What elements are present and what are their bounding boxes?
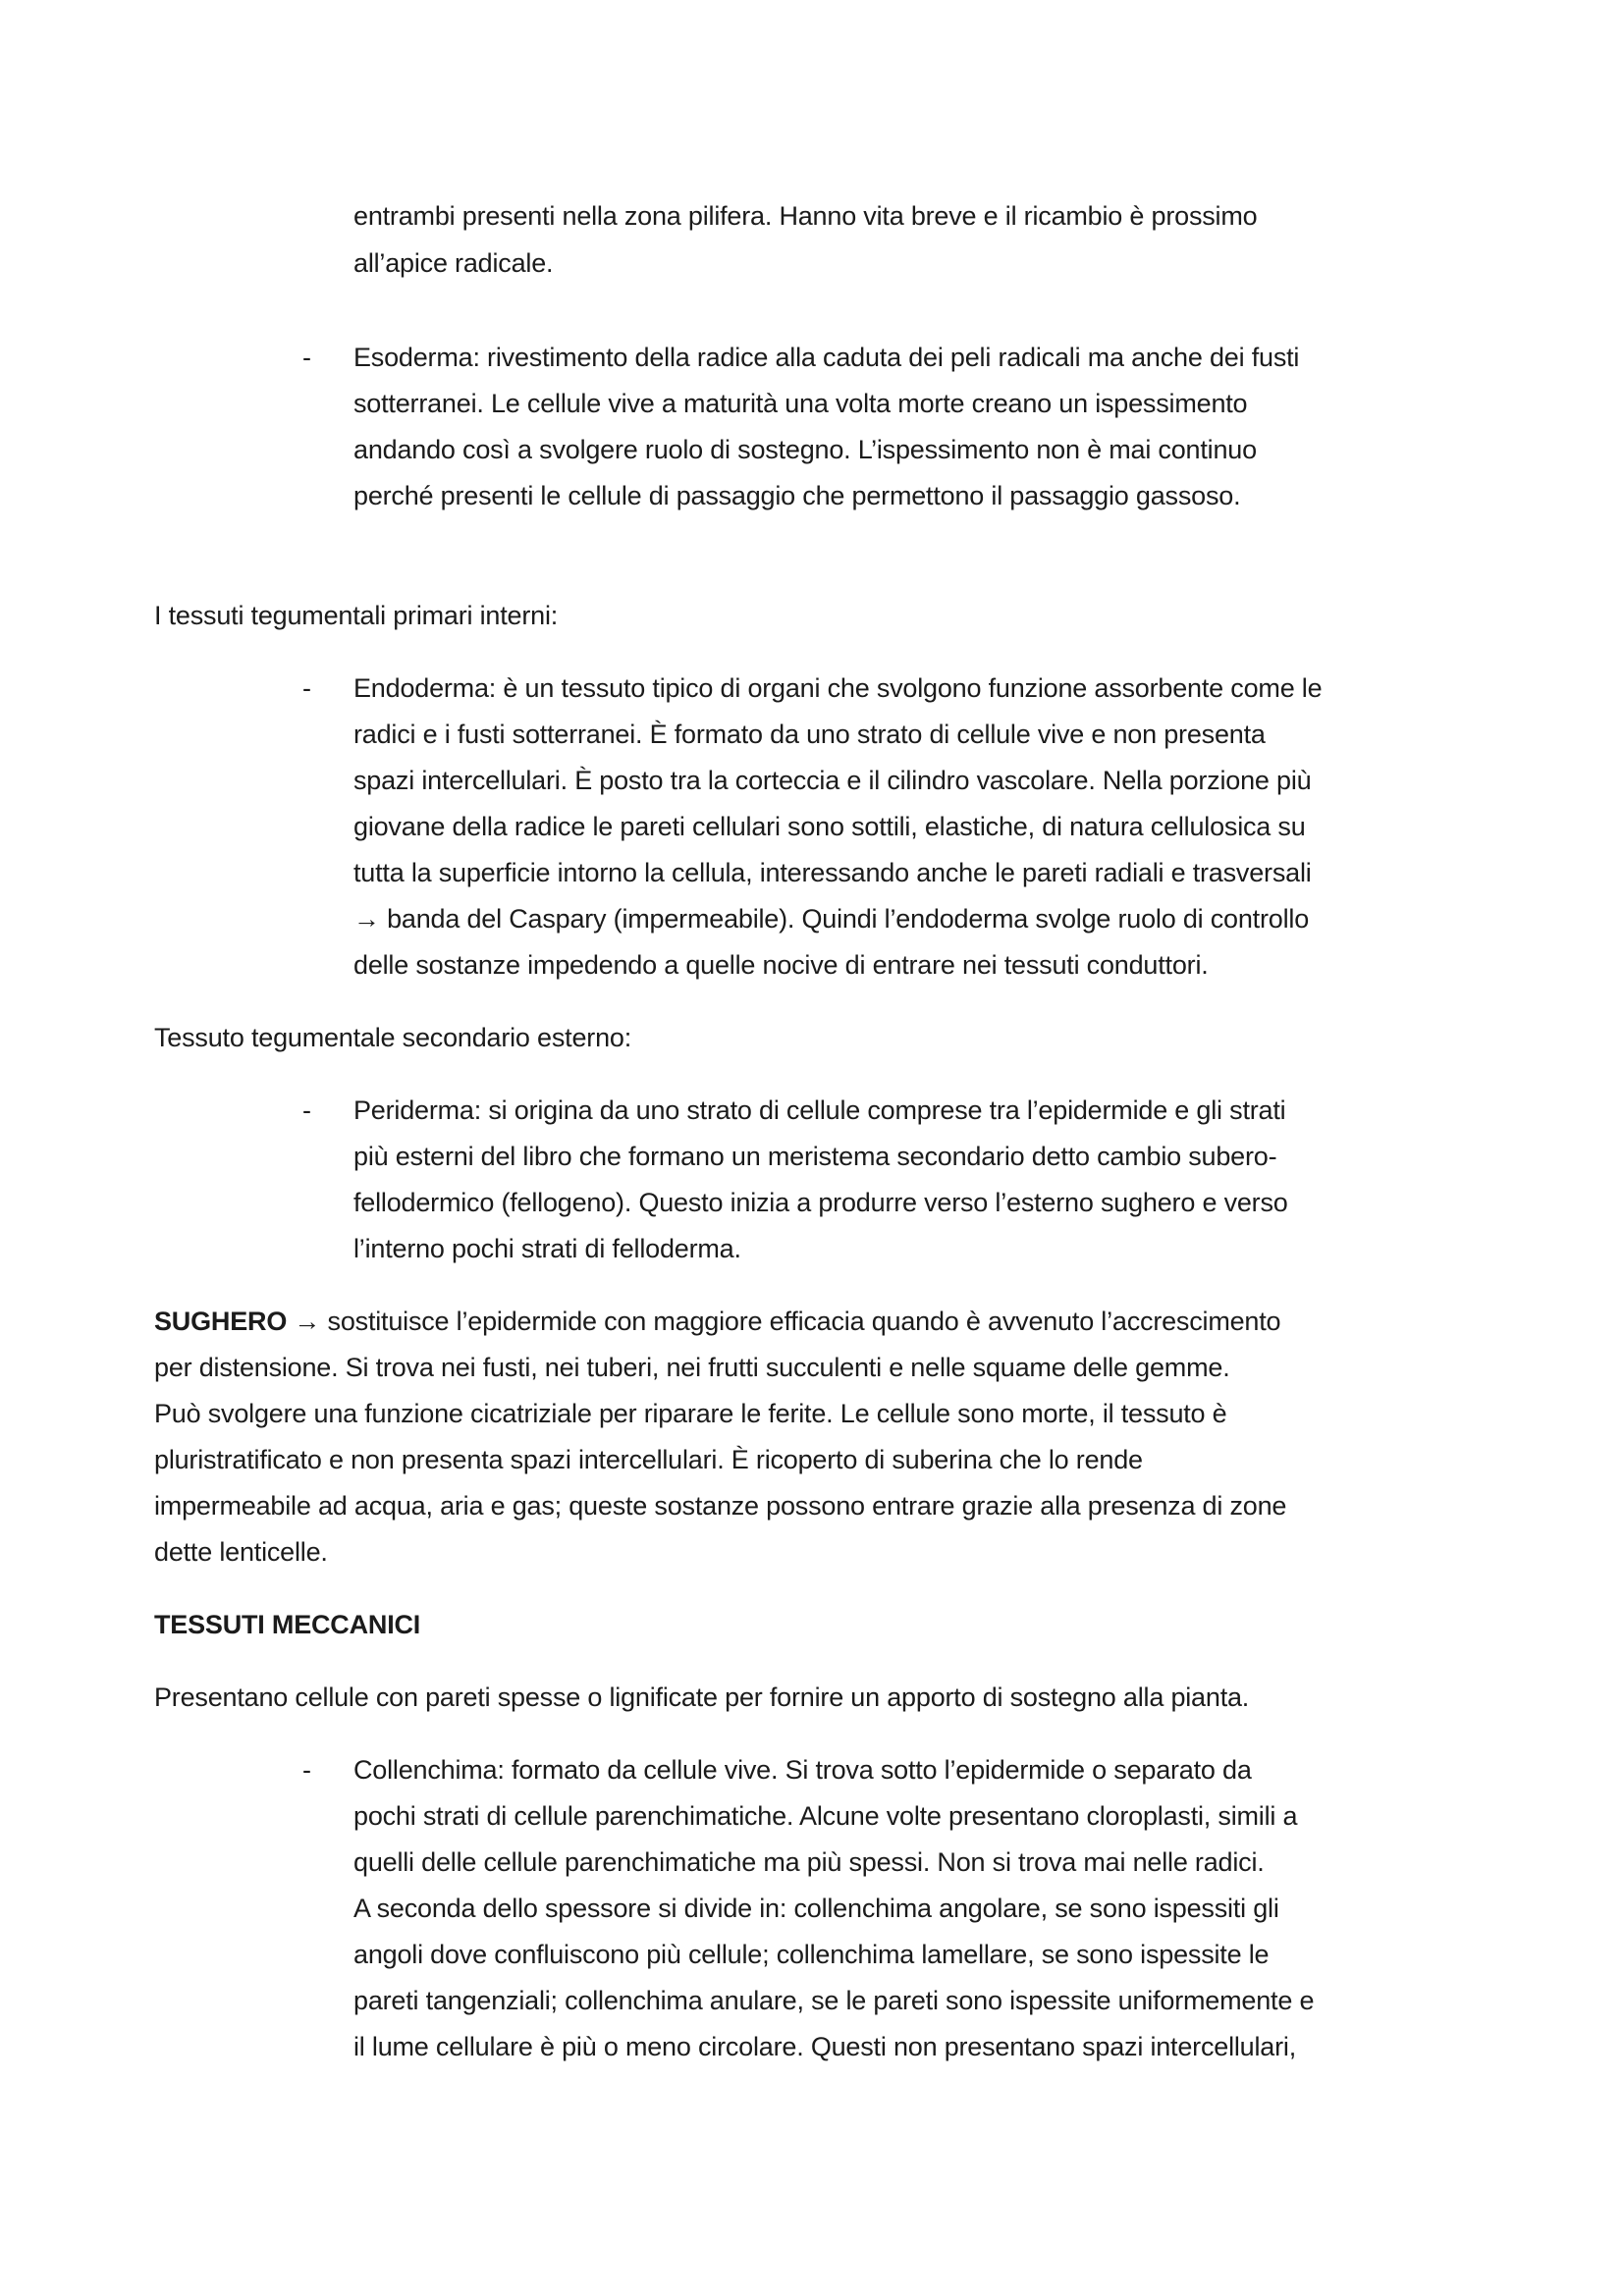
paragraph-line: per distensione. Si trova nei fusti, nei tuberi, nei frutti succulenti e nelle squame delle gemme.: [154, 1353, 1230, 1382]
list-item-line: perché presenti le cellule di passaggio che permettono il passaggio gassoso.: [353, 481, 1241, 510]
list-item-line: Esoderma: rivestimento della radice alla caduta dei peli radicali ma anche dei fusti: [353, 343, 1300, 372]
list-item-line: spazi intercellulari. È posto tra la corteccia e il cilindro vascolare. Nella porzione più: [353, 766, 1312, 795]
sughero-definition: → sostituisce l’epidermide con maggiore efficacia quando è avvenuto l’accrescimento: [287, 1307, 1281, 1336]
section-heading: TESSUTI MECCANICI: [154, 1610, 421, 1639]
list-item-line: pareti tangenziali; collenchima anulare, se le pareti sono ispessite uniformemente e: [353, 1986, 1315, 2015]
list-bullet: -: [302, 1755, 311, 1785]
list-item-line: Endoderma: è un tessuto tipico di organi che svolgono funzione assorbente come le: [353, 673, 1323, 703]
paragraph-line: impermeabile ad acqua, aria e gas; queste sostanze possono entrare grazie alla presenza di zone: [154, 1491, 1287, 1521]
list-item-line: angoli dove confluiscono più cellule; collenchima lamellare, se sono ispessite le: [353, 1940, 1270, 1969]
list-item-line: sotterranei. Le cellule vive a maturità una volta morte creano un ispessimento: [353, 389, 1248, 418]
list-item-line: andando così a svolgere ruolo di sostegno. L’ispessimento non è mai continuo: [353, 435, 1257, 464]
list-bullet: -: [302, 1095, 311, 1125]
list-item-line: giovane della radice le pareti cellulari sono sottili, elastiche, di natura cellulosica su: [353, 812, 1306, 841]
list-item-line: tutta la superficie intorno la cellula, interessando anche le pareti radiali e trasversali: [353, 858, 1312, 887]
list-item-line: il lume cellulare è più o meno circolare. Questi non presentano spazi intercellulari,: [353, 2032, 1296, 2061]
list-item-line: quelli delle cellule parenchimatiche ma più spessi. Non si trova mai nelle radici.: [353, 1847, 1265, 1877]
paragraph-line: Presentano cellule con pareti spesse o lignificate per fornire un apporto di sostegno alla pianta.: [154, 1682, 1250, 1712]
section-heading: Tessuto tegumentale secondario esterno:: [154, 1023, 632, 1052]
list-item-line: Collenchima: formato da cellule vive. Si trova sotto l’epidermide o separato da: [353, 1755, 1252, 1785]
list-item-line: pochi strati di cellule parenchimatiche. Alcune volte presentano cloroplasti, simili a: [353, 1801, 1298, 1831]
paragraph-line: dette lenticelle.: [154, 1537, 328, 1567]
list-item-line: A seconda dello spessore si divide in: collenchima angolare, se sono ispessiti gli: [353, 1894, 1279, 1923]
paragraph-line: Può svolgere una funzione cicatriziale per riparare le ferite. Le cellule sono morte, il tessuto è: [154, 1399, 1227, 1428]
sughero-first-line: [154, 1305, 1280, 1338]
list-item-line: Periderma: si origina da uno strato di cellule comprese tra l’epidermide e gli strati: [353, 1095, 1286, 1125]
paragraph-line: entrambi presenti nella zona pilifera. Hanno vita breve e il ricambio è prossimo: [353, 201, 1258, 231]
list-bullet: -: [302, 343, 311, 372]
list-item-line: → banda del Caspary (impermeabile). Quindi l’endoderma svolge ruolo di controllo: [353, 904, 1310, 934]
paragraph-line: pluristratificato e non presenta spazi intercellulari. È ricoperto di suberina che lo rende: [154, 1445, 1143, 1474]
paragraph-line: all’apice radicale.: [353, 248, 554, 278]
list-item-line: radici e i fusti sotterranei. È formato da uno strato di cellule vive e non presenta: [353, 720, 1266, 749]
sughero-term: SUGHERO: [154, 1307, 288, 1336]
list-item-line: l’interno pochi strati di felloderma.: [353, 1234, 741, 1263]
list-item-line: delle sostanze impedendo a quelle nocive di entrare nei tessuti conduttori.: [353, 950, 1209, 980]
list-item-line: fellodermico (fellogeno). Questo inizia a produrre verso l’esterno sughero e verso: [353, 1188, 1288, 1217]
list-item-line: più esterni del libro che formano un meristema secondario detto cambio subero-: [353, 1142, 1277, 1171]
section-heading: I tessuti tegumentali primari interni:: [154, 601, 559, 630]
list-bullet: -: [302, 673, 311, 703]
